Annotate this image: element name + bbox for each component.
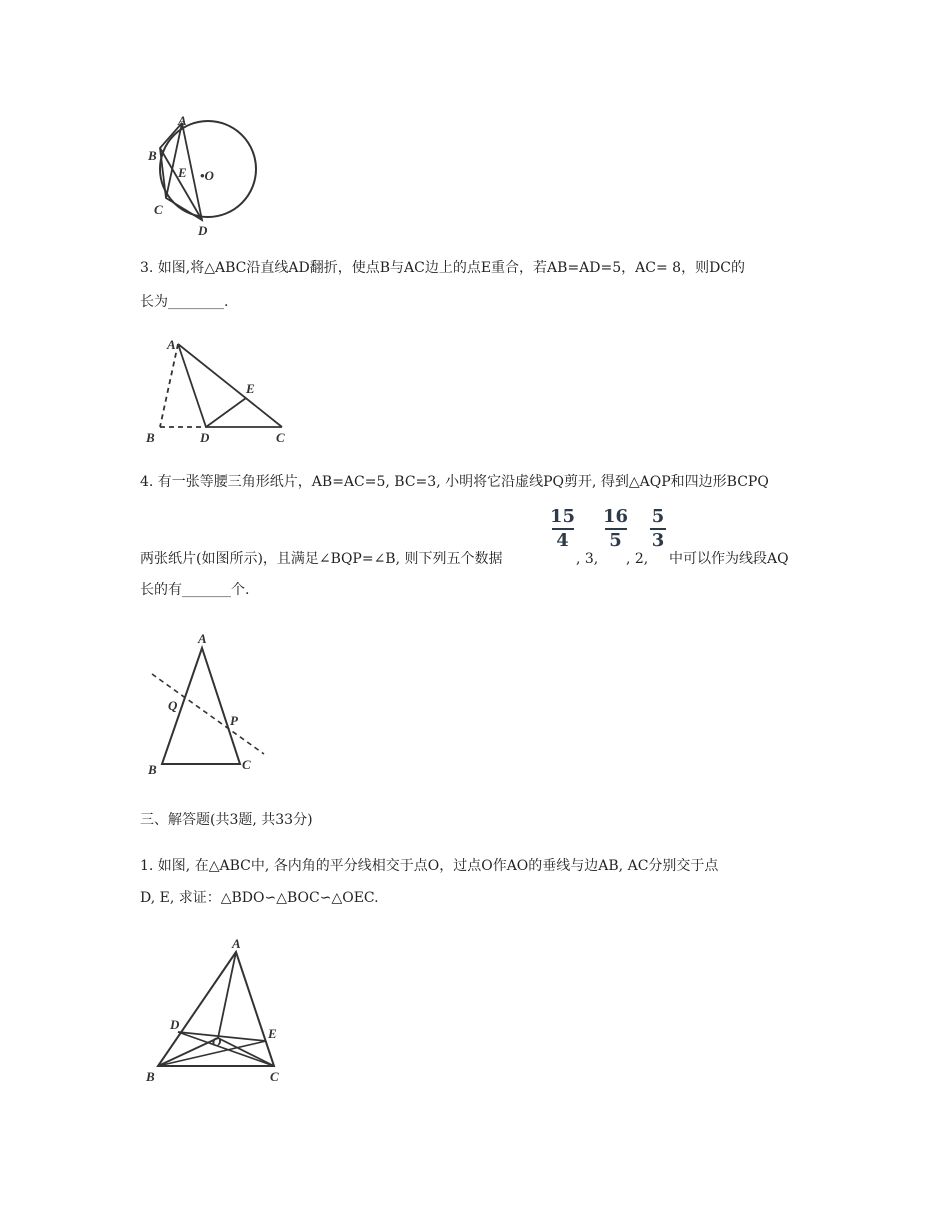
label-o: •O — [200, 168, 214, 183]
label-c: C — [276, 430, 285, 445]
fraction-15-4 — [550, 507, 575, 551]
label-b: B — [146, 1069, 155, 1084]
label-e: E — [246, 381, 255, 396]
fraction-denominator: 4 — [556, 530, 569, 551]
label-b: B — [148, 762, 157, 776]
fraction-numerator: 5 — [651, 506, 665, 527]
figure-circle — [140, 112, 270, 240]
p1-line1: 1. 如图, 在△ABC中, 各内角的平分线相交于点O，过点O作AO的垂线与边AB, AC分别交于点 — [140, 858, 719, 874]
label-b: B — [146, 430, 155, 445]
label-d: D — [170, 1017, 180, 1032]
label-d: D — [198, 223, 208, 238]
label-e: E — [178, 165, 187, 180]
fraction-numerator: 15 — [550, 506, 576, 527]
label-b: B — [148, 148, 157, 163]
fraction-denominator: 3 — [651, 530, 665, 551]
label-a: A — [232, 936, 241, 951]
fraction-16-5 — [603, 507, 628, 551]
section3-heading: 三、解答题(共3题, 共33分) — [140, 812, 313, 828]
label-q: Q — [168, 698, 178, 713]
label-a: A — [178, 113, 187, 128]
q4-line3: 长的有_______个. — [140, 582, 250, 598]
label-e: E — [268, 1026, 277, 1041]
label-c: C — [242, 757, 251, 772]
p1-line2: D, E, 求证：△BDO∽△BOC∽△OEC. — [140, 890, 379, 906]
q3-line2: 长为________. — [140, 294, 229, 310]
q3-line1: 3. 如图,将△ABC沿直线AD翻折，使点B与AC边上的点E重合，若AB=AD=5，AC= 8，则DC的 — [140, 260, 746, 276]
figure-fold — [140, 334, 300, 446]
q4-line2-post: 中可以作为线段AQ — [669, 551, 789, 567]
label-a: A — [198, 631, 207, 646]
figure-bisect — [140, 934, 300, 1086]
q4-sep2: , 2, — [626, 551, 649, 567]
fraction-denominator: 5 — [609, 530, 622, 551]
label-c: C — [270, 1069, 279, 1084]
label-a: A — [167, 337, 176, 352]
fraction-numerator: 16 — [603, 506, 629, 527]
figure-cut — [140, 626, 280, 776]
q4-sep1: , 3, — [576, 551, 599, 567]
q4-line2-pre: 两张纸片(如图所示)，且满足∠BQP=∠B, 则下列五个数据 — [140, 551, 503, 567]
label-o: O — [212, 1034, 222, 1049]
label-p: P — [230, 713, 238, 728]
fraction-5-3 — [650, 507, 666, 551]
label-c: C — [154, 202, 163, 217]
q4-line1: 4. 有一张等腰三角形纸片，AB=AC=5, BC=3, 小明将它沿虚线PQ剪开, 得到△AQP和四边形BCPQ — [140, 474, 769, 490]
label-d: D — [200, 430, 210, 445]
